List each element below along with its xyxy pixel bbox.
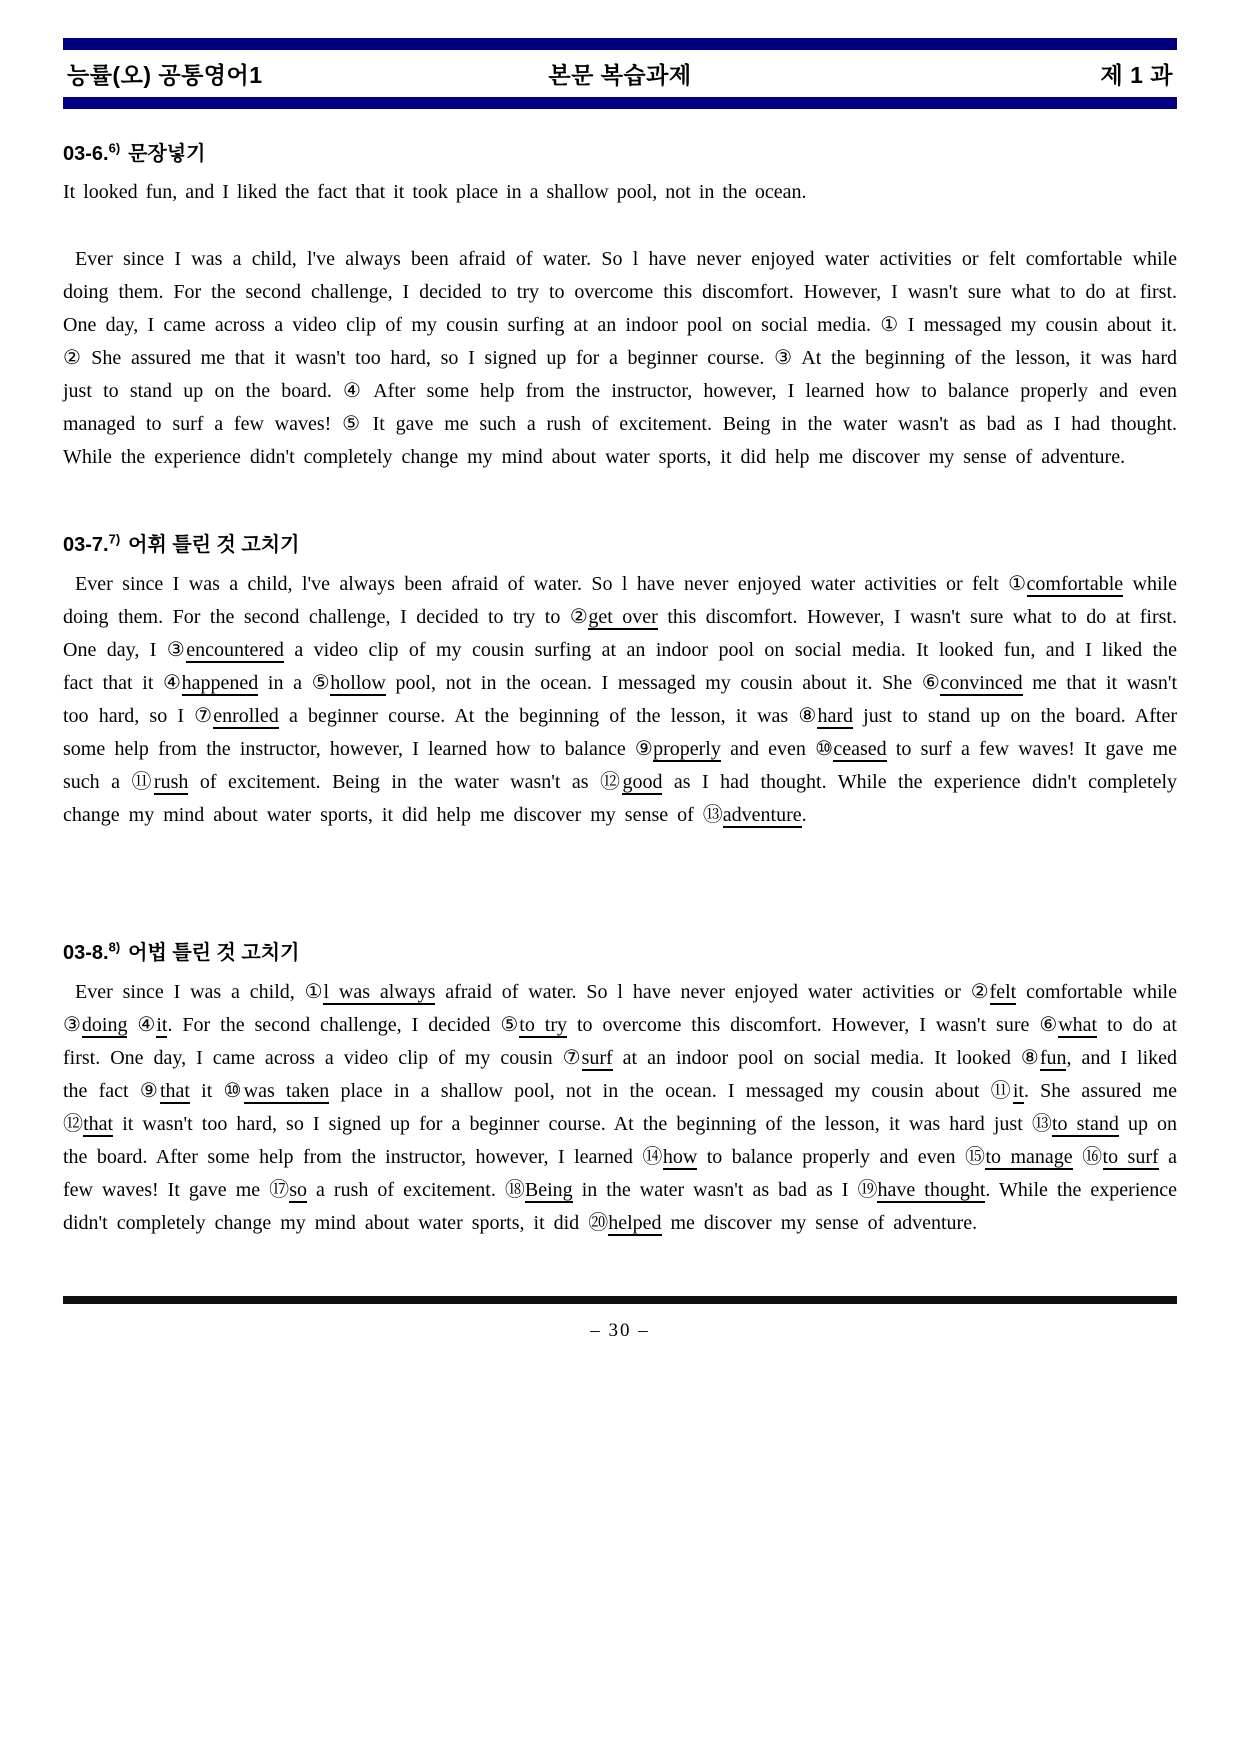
underlined-answer-choice: to manage [985, 1146, 1073, 1168]
text-run: place in a shallow pool, not in the ocean. I messaged my cousin about [329, 1080, 991, 1102]
section-vocab-correction [63, 532, 1177, 832]
text-run: to do at first. One day, I came across a video clip of my cousin [63, 1014, 1177, 1069]
underlined-answer-choice: doing [81, 1014, 128, 1036]
circled-number-marker: ④ [137, 1014, 157, 1036]
text-run: . While the experience didn't completely change my mind about water sports, it did [63, 1179, 1178, 1234]
passage-paragraph [63, 243, 1177, 474]
text-run: me discover my sense of adventure. [661, 1212, 978, 1234]
text-run: pool, not in the ocean. I messaged my cousin about it. She [385, 672, 922, 694]
underlined-answer-choice: Being [524, 1179, 573, 1201]
text-run: in the water wasn't as bad as I [572, 1179, 858, 1201]
text-run: it [189, 1080, 224, 1102]
header-top-rule [63, 38, 1177, 50]
underlined-answer-choice: ceased [833, 738, 887, 760]
text-run: Ever since I was a child, l've always been afraid of water. So l have never enjoyed water activities or felt comfortable while doing them. For the second challenge, I decided to try to overcome this discomfort. However, I wasn't sure what to do at first. One day, I came across a video clip of my cousin surfing at an indoor pool on social media. ① I messaged my cousin about it. ② She assured me that it wasn't too hard, so I signed up for a beginner course. ③ At the beginning of the lesson, it was hard just to stand up on the board. ④ After some help from the instructor, however, I learned how to balance properly and even managed to surf a few waves! ⑤ It gave me such a rush of excitement. Being in the water wasn't as bad as I had thought. While the experience didn't completely change my mind about water sports, it did help me discover my sense of adventure. [63, 248, 1177, 468]
circled-number-marker: ⑬ [1031, 1113, 1052, 1135]
section-title-korean: 어휘 틀린 것 고치기 [128, 534, 300, 556]
text-run: . For the second challenge, I decided [167, 1014, 501, 1036]
text-run: to balance properly and even [697, 1146, 965, 1168]
underlined-answer-choice: fun [1039, 1047, 1067, 1069]
circled-number-marker: ⑧ [798, 705, 818, 727]
circled-number-marker: ⑯ [1082, 1146, 1103, 1168]
page-header [63, 38, 1177, 109]
text-run: a beginner course. At the beginning of the lesson, it was [278, 705, 799, 727]
text-run: . She assured me [1023, 1080, 1177, 1102]
underlined-answer-choice: that [159, 1080, 190, 1102]
circled-number-marker: ② [569, 606, 589, 628]
circled-number-marker: ⑮ [964, 1146, 986, 1168]
circled-number-marker: ⑳ [588, 1212, 609, 1234]
text-run: . [801, 804, 807, 826]
section-footnote-number: 7) [108, 531, 121, 547]
text-run: of excitement. Being in the water wasn't as [188, 771, 600, 793]
text-run [1073, 1146, 1082, 1168]
circled-number-marker: ① [1008, 573, 1027, 595]
circled-number-marker: ⑲ [857, 1179, 878, 1201]
page-footer [63, 1296, 1177, 1342]
section-heading [63, 532, 1177, 558]
circled-number-marker: ① [304, 981, 324, 1003]
underlined-answer-choice: was taken [243, 1080, 330, 1102]
text-run: as I had thought. While the experience didn't completely change my mind about water sports, it did help me discover my sense of [63, 771, 1178, 826]
section-number: 03-8. [63, 942, 109, 964]
circled-number-marker: ⑫ [600, 771, 623, 793]
circled-number-marker: ⑱ [504, 1179, 525, 1201]
text-run: just to stand up on the board. After some help from the instructor, however, I learned how to balance [63, 705, 1177, 760]
section-heading [63, 141, 1177, 167]
worksheet-body [63, 141, 1177, 1240]
circled-number-marker: ⑭ [642, 1146, 663, 1168]
text-run: to overcome this discomfort. However, I wasn't sure [567, 1014, 1040, 1036]
circled-number-marker: ③ [63, 1014, 82, 1036]
circled-number-marker: ⑩ [223, 1080, 244, 1102]
given-sentence: It looked fun, and I liked the fact that it took place in a shallow pool, not in the ocean. [63, 181, 807, 203]
text-run: Ever since I was a child, l've always been afraid of water. So l have never enjoyed water activities or felt [75, 573, 1009, 595]
text-run: comfortable while [1016, 981, 1177, 1003]
section-title-korean: 문장넣기 [128, 143, 206, 165]
section-footnote-number: 6) [108, 140, 121, 156]
circled-number-marker: ⑧ [1020, 1047, 1040, 1069]
passage-paragraph [63, 568, 1177, 832]
underlined-answer-choice: to stand [1051, 1113, 1119, 1135]
section-footnote-number: 8) [108, 939, 121, 955]
page-number: – 30 – [590, 1320, 650, 1341]
section-sentence-insertion [63, 141, 1177, 474]
circled-number-marker: ⑨ [634, 738, 654, 760]
passage-paragraph [63, 976, 1177, 1240]
circled-number-marker: ⑨ [139, 1080, 160, 1102]
underlined-answer-choice: properly [653, 738, 721, 760]
circled-number-marker: ⑤ [500, 1014, 520, 1036]
underlined-answer-choice: encountered [186, 639, 284, 661]
header-chapter-label: 제 1 과 [1100, 62, 1173, 88]
text-run: this discomfort. However, I wasn't sure what to do at first. One day, I [63, 606, 1177, 661]
text-run: up on the board. After some help from the instructor, however, I learned [63, 1113, 1178, 1168]
text-run: , and I liked the fact [63, 1047, 1177, 1102]
text-run: to surf a few waves! It gave me such a [63, 738, 1177, 793]
header-bottom-rule [63, 97, 1177, 109]
text-run: and even [720, 738, 816, 760]
circled-number-marker: ④ [163, 672, 182, 694]
underlined-answer-choice: adventure [722, 804, 802, 826]
circled-number-marker: ⑩ [815, 738, 834, 760]
circled-number-marker: ② [970, 981, 990, 1003]
footer-rule [63, 1296, 1177, 1304]
underlined-answer-choice: have thought [877, 1179, 986, 1201]
circled-number-marker: ⑥ [921, 672, 941, 694]
underlined-answer-choice: hollow [330, 672, 386, 694]
text-run: Ever since I was a child, [75, 981, 305, 1003]
underlined-answer-choice: rush [153, 771, 189, 793]
circled-number-marker: ⑪ [131, 771, 154, 793]
underlined-answer-choice: surf [581, 1047, 613, 1069]
circled-number-marker: ⑫ [63, 1113, 84, 1135]
text-run: a video clip of my cousin surfing at an indoor pool on social media. It looked fun, and I liked the fact that it [63, 639, 1177, 694]
underlined-answer-choice: that [83, 1113, 114, 1135]
circled-number-marker: ⑰ [269, 1179, 290, 1201]
underlined-answer-choice: what [1058, 1014, 1098, 1036]
section-title-korean: 어법 틀린 것 고치기 [128, 942, 300, 964]
text-run: it wasn't too hard, so I signed up for a beginner course. At the beginning of the lesson, it was hard just [113, 1113, 1032, 1135]
underlined-answer-choice: hard [817, 705, 853, 727]
underlined-answer-choice: to try [519, 1014, 567, 1036]
underlined-answer-choice: comfortable [1026, 573, 1124, 595]
circled-number-marker: ③ [166, 639, 187, 661]
text-run: while doing them. For the second challenge, I decided to try to [63, 573, 1177, 628]
text-run: in a [258, 672, 312, 694]
underlined-answer-choice: felt [989, 981, 1017, 1003]
underlined-answer-choice: so [289, 1179, 307, 1201]
section-heading [63, 940, 1177, 966]
underlined-answer-choice: it [1012, 1080, 1024, 1102]
text-run: afraid of water. So l have never enjoyed water activities or [435, 981, 971, 1003]
text-run: me that it wasn't too hard, so I [63, 672, 1178, 727]
text-run: at an indoor pool on social media. It looked [612, 1047, 1021, 1069]
underlined-answer-choice: helped [608, 1212, 662, 1234]
section-grammar-correction [63, 940, 1177, 1240]
circled-number-marker: ⑬ [702, 804, 723, 826]
circled-number-marker: ⑦ [194, 705, 214, 727]
circled-number-marker: ⑥ [1039, 1014, 1059, 1036]
header-book-title: 능률(오) 공통영어1 [67, 62, 263, 88]
underlined-answer-choice: l was always [323, 981, 436, 1003]
circled-number-marker: ⑪ [990, 1080, 1013, 1102]
section-number: 03-6. [63, 143, 109, 165]
underlined-answer-choice: enrolled [213, 705, 279, 727]
underlined-answer-choice: how [662, 1146, 698, 1168]
underlined-answer-choice: it [156, 1014, 168, 1036]
text-run: a rush of excitement. [307, 1179, 505, 1201]
circled-number-marker: ⑤ [311, 672, 331, 694]
underlined-answer-choice: to surf [1102, 1146, 1159, 1168]
circled-number-marker: ⑦ [562, 1047, 582, 1069]
underlined-answer-choice: good [622, 771, 663, 793]
header-doc-title: 본문 복습과제 [548, 62, 692, 88]
header-row [63, 50, 1177, 97]
section-number: 03-7. [63, 534, 109, 556]
text-run: a few waves! It gave me [63, 1146, 1177, 1201]
underlined-answer-choice: happened [181, 672, 259, 694]
underlined-answer-choice: convinced [940, 672, 1023, 694]
text-run [127, 1014, 137, 1036]
underlined-answer-choice: get over [588, 606, 658, 628]
